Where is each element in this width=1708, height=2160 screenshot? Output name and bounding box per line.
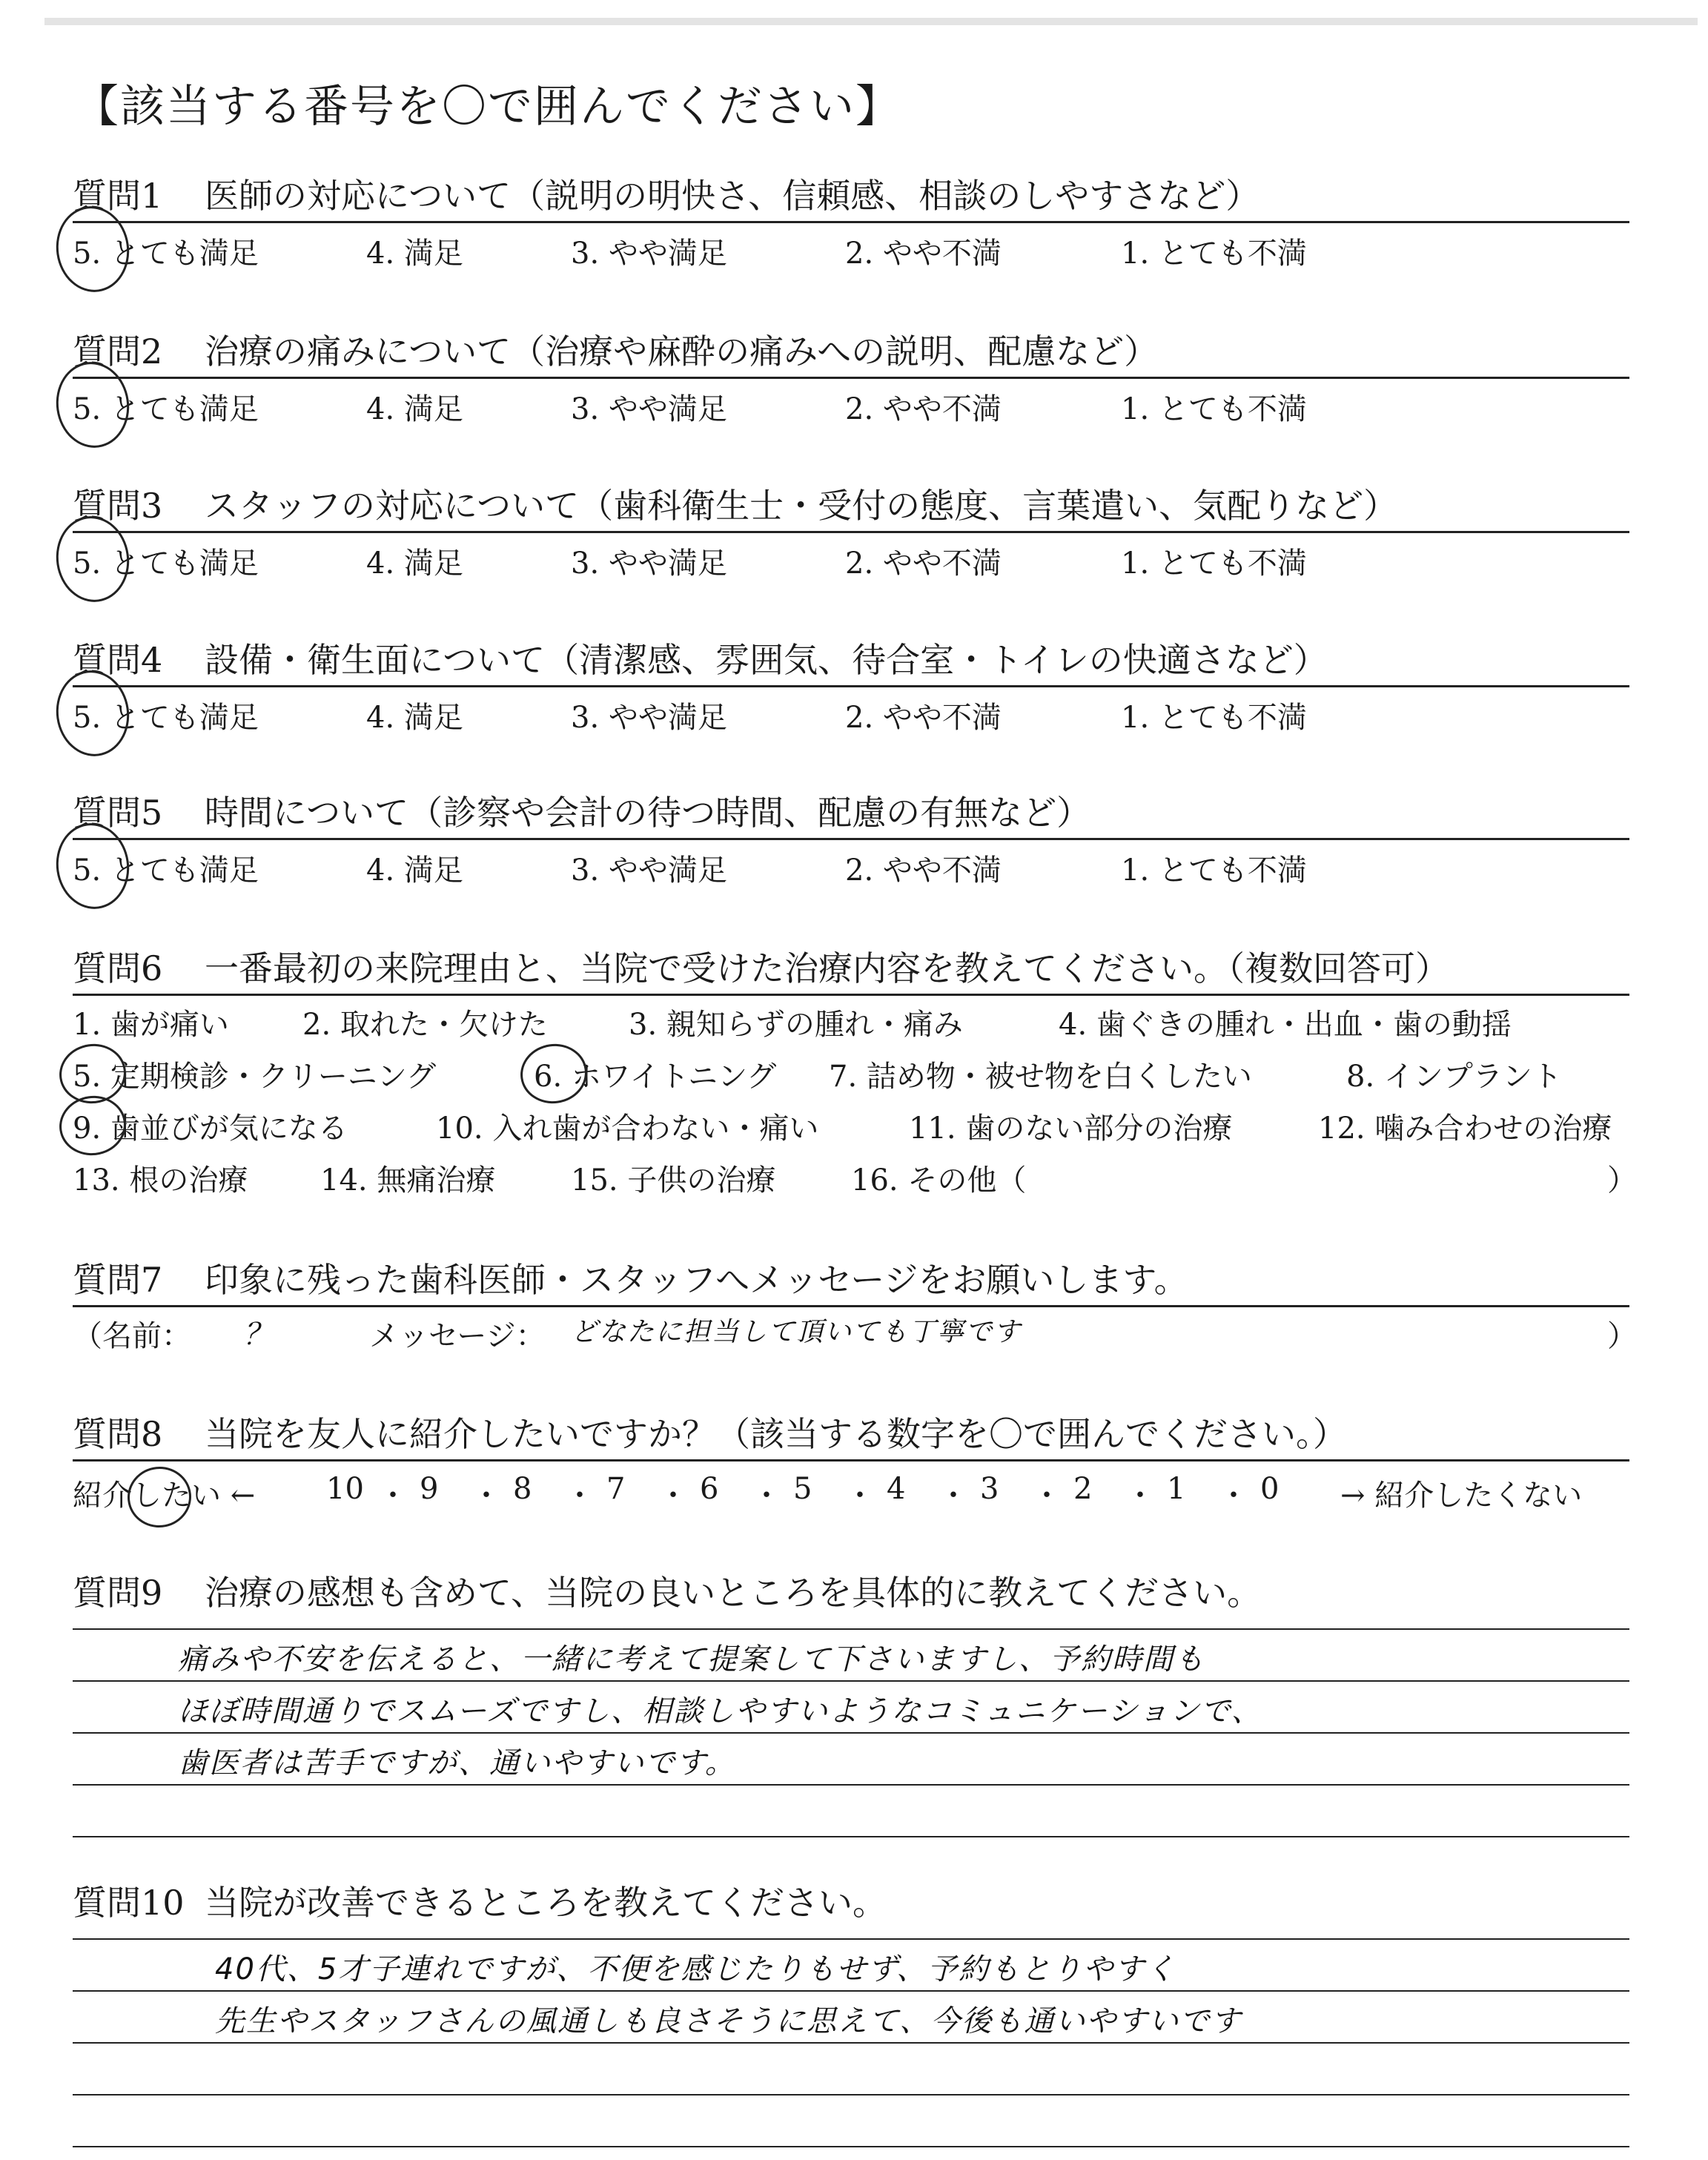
q8-scale-8: 8	[513, 1472, 532, 1506]
page-title: 【該当する番号を〇で囲んでください】	[74, 81, 901, 133]
q8-scale-dot: ・	[658, 1479, 688, 1513]
q8-scale-dot: ・	[752, 1479, 781, 1513]
q3-rule	[73, 531, 1629, 533]
q7-name-value: ？	[243, 1318, 274, 1352]
q6-label: 質問6	[73, 948, 163, 988]
q1-option-4: 4. 満足	[366, 237, 463, 271]
q8-left-label: 紹介したい ←	[73, 1479, 256, 1513]
q2-option-2: 2. やや不満	[845, 392, 1002, 426]
q8-scale-dot: ・	[845, 1479, 875, 1513]
q8-scale-dot: ・	[1125, 1479, 1155, 1513]
q6-option-12: 12. 噛み合わせの治療	[1318, 1112, 1612, 1146]
q1-rule	[73, 221, 1629, 223]
q6-option-5: 5. 定期検診・クリーニング	[73, 1060, 437, 1094]
q6-option-1: 1. 歯が痛い	[73, 1008, 229, 1042]
q4-rule	[73, 685, 1629, 687]
q6-text: 一番最初の来院理由と、当院で受けた治療内容を教えてください。（複数回答可）	[205, 948, 1449, 988]
q6-selected-circle-6	[517, 1040, 591, 1108]
q1-label: 質問1	[73, 176, 163, 216]
q10-answer-line-1: 40代、5才子連れですが、不便を感じたりもせず、予約もとりやすく	[215, 1952, 1177, 1986]
q8-scale-2: 2	[1073, 1472, 1093, 1506]
q1-option-2: 2. やや不満	[845, 237, 1002, 271]
q6-option-8: 8. インプラント	[1346, 1060, 1562, 1094]
q8-label: 質問8	[73, 1414, 163, 1454]
q8-scale-9: 9	[420, 1472, 439, 1506]
q5-option-1: 1. とても不満	[1121, 853, 1307, 888]
q5-text: 時間について（診察や会計の待つ時間、配慮の有無など）	[205, 793, 1091, 833]
q8-scale-3: 3	[980, 1472, 999, 1506]
q8-scale-1: 1	[1167, 1472, 1186, 1506]
q3-option-4: 4. 満足	[366, 546, 463, 581]
q6-selected-circle-9	[56, 1091, 130, 1160]
q9-line-rule	[73, 1628, 1629, 1630]
q7-close-paren: ）	[1607, 1319, 1637, 1353]
q8-scale-10: 10	[326, 1472, 364, 1506]
q9-line-rule	[73, 1836, 1629, 1837]
q1-option-3: 3. やや満足	[571, 237, 727, 271]
q10-answer-line-2: 先生やスタッフさんの風通しも良さそうに思えて、今後も通いやすいです	[215, 2004, 1242, 2038]
q2-rule	[73, 377, 1629, 379]
q10-line-rule	[73, 2042, 1629, 2044]
q4-option-5: 5. とても満足	[73, 701, 259, 735]
q2-label: 質問2	[73, 331, 163, 371]
q6-other-close-paren: ）	[1607, 1163, 1637, 1198]
q8-scale-4: 4	[887, 1472, 906, 1506]
q6-option-13: 13. 根の治療	[73, 1163, 248, 1198]
q6-rule	[73, 994, 1629, 996]
q3-option-5: 5. とても満足	[73, 546, 259, 581]
q6-option-6: 6. ホワイトニング	[534, 1060, 777, 1094]
q1-option-5: 5. とても満足	[73, 237, 259, 271]
q6-option-2: 2. 取れた・欠けた	[302, 1008, 548, 1042]
q9-line-rule	[73, 1732, 1629, 1734]
q7-message-label: メッセージ：	[369, 1319, 546, 1353]
q2-text: 治療の痛みについて（治療や麻酔の痛みへの説明、配慮など）	[205, 331, 1159, 371]
q8-rule	[73, 1459, 1629, 1462]
q7-label: 質問7	[73, 1260, 163, 1300]
q5-label: 質問5	[73, 793, 163, 833]
q10-line-rule	[73, 2146, 1629, 2147]
q3-text: スタッフの対応について（歯科衛生士・受付の態度、言葉遣い、気配りなど）	[205, 486, 1398, 526]
q5-option-3: 3. やや満足	[571, 853, 727, 888]
q6-option-3: 3. 親知らずの腫れ・痛み	[629, 1008, 963, 1042]
q4-option-2: 2. やや不満	[845, 701, 1002, 735]
q9-answer-line-1: 痛みや不安を伝えると、一緒に考えて提案して下さいますし、予約時間も	[178, 1642, 1205, 1677]
q8-scale-dot: ・	[565, 1479, 595, 1513]
q8-scale-dot: ・	[378, 1479, 408, 1513]
q3-option-3: 3. やや満足	[571, 546, 727, 581]
q10-text: 当院が改善できるところを教えてください。	[205, 1883, 887, 1923]
q4-option-4: 4. 満足	[366, 701, 463, 735]
q3-option-1: 1. とても不満	[1121, 546, 1307, 581]
q4-text: 設備・衛生面について（清潔感、雰囲気、待合室・トイレの快適さなど）	[205, 640, 1328, 680]
q2-option-1: 1. とても不満	[1121, 392, 1307, 426]
q5-option-4: 4. 満足	[366, 853, 463, 888]
q2-option-3: 3. やや満足	[571, 392, 727, 426]
q6-option-14: 14. 無痛治療	[320, 1163, 496, 1198]
q7-name-label: （名前：	[73, 1319, 191, 1353]
q8-scale-dot: ・	[471, 1479, 501, 1513]
q9-answer-line-3: 歯医者は苦手ですが、通いやすいです。	[178, 1746, 736, 1780]
q10-line-rule	[73, 1990, 1629, 1992]
q8-right-label: → 紹介したくない	[1340, 1479, 1583, 1513]
q10-line-rule	[73, 1938, 1629, 1940]
q10-line-rule	[73, 2094, 1629, 2095]
q8-scale-5: 5	[793, 1472, 812, 1506]
q8-scale-6: 6	[700, 1472, 719, 1506]
q1-text: 医師の対応について（説明の明快さ、信頼感、相談のしやすさなど）	[205, 176, 1260, 216]
q9-text: 治療の感想も含めて、当院の良いところを具体的に教えてください。	[205, 1573, 1262, 1613]
q5-rule	[73, 838, 1629, 840]
q8-scale-7: 7	[606, 1472, 626, 1506]
q6-option-10: 10. 入れ歯が合わない・痛い	[436, 1112, 819, 1146]
q4-label: 質問4	[73, 640, 163, 680]
q7-message-value: どなたに担当して頂いても丁寧です	[571, 1317, 1022, 1347]
q5-option-5: 5. とても満足	[73, 853, 259, 888]
q9-line-rule	[73, 1680, 1629, 1682]
q4-option-1: 1. とても不満	[1121, 701, 1307, 735]
q6-option-15: 15. 子供の治療	[571, 1163, 776, 1198]
q3-label: 質問3	[73, 486, 163, 526]
q3-option-2: 2. やや不満	[845, 546, 1002, 581]
q9-label: 質問9	[73, 1573, 163, 1613]
q8-scale-dot: ・	[1032, 1479, 1062, 1513]
q2-option-4: 4. 満足	[366, 392, 463, 426]
q8-scale-dot: ・	[1219, 1479, 1248, 1513]
q7-rule	[73, 1305, 1629, 1307]
q9-line-rule	[73, 1784, 1629, 1786]
q6-option-16: 16. その他（	[851, 1163, 1027, 1198]
q8-text: 当院を友人に紹介したいですか？（該当する数字を〇で囲んでください。）	[205, 1414, 1347, 1454]
q7-text: 印象に残った歯科医師・スタッフへメッセージをお願いします。	[205, 1260, 1188, 1300]
q10-label: 質問10	[73, 1883, 185, 1923]
q8-scale-0: 0	[1260, 1472, 1280, 1506]
q6-option-9: 9. 歯並びが気になる	[73, 1112, 348, 1146]
q1-option-1: 1. とても不満	[1121, 237, 1307, 271]
q9-answer-line-2: ほぼ時間通りでスムーズですし、相談しやすいようなコミュニケーションで、	[178, 1694, 1262, 1728]
q2-option-5: 5. とても満足	[73, 392, 259, 426]
q6-option-11: 11. 歯のない部分の治療	[909, 1112, 1233, 1146]
q5-option-2: 2. やや不満	[845, 853, 1002, 888]
scan-top-edge	[44, 18, 1698, 25]
q6-option-4: 4. 歯ぐきの腫れ・出血・歯の動揺	[1059, 1008, 1512, 1042]
q4-option-3: 3. やや満足	[571, 701, 727, 735]
q6-option-7: 7. 詰め物・被せ物を白くしたい	[829, 1060, 1252, 1094]
q8-scale-dot: ・	[939, 1479, 968, 1513]
